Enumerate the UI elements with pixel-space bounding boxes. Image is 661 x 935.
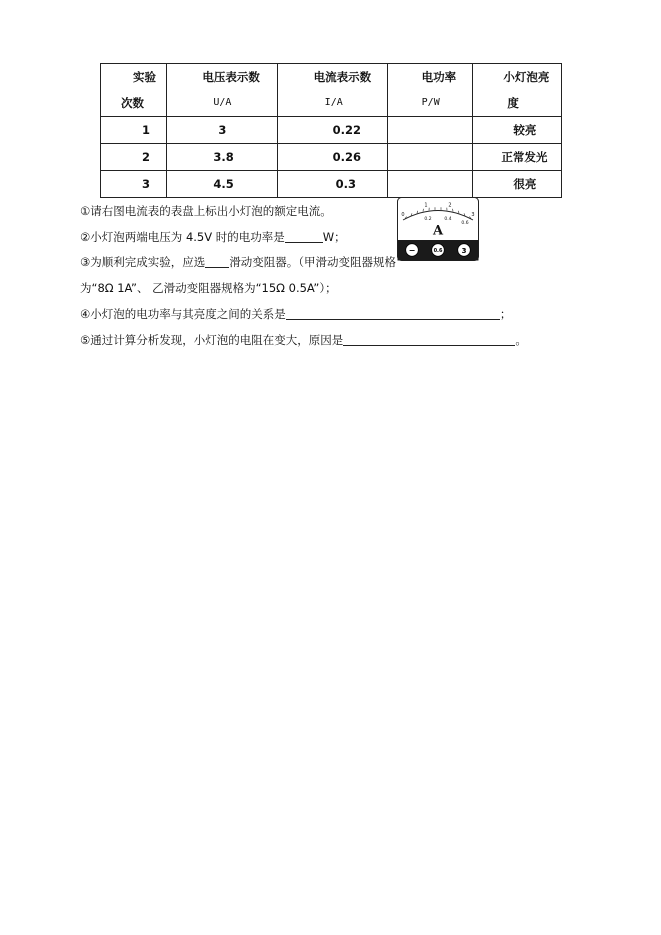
header-label: 电功率 <box>421 70 457 84</box>
ammeter-figure <box>397 197 479 261</box>
header-cell <box>387 64 473 117</box>
table-header-row <box>101 64 562 117</box>
meter-unit: A <box>432 223 444 239</box>
question-text: ②小灯泡两端电压为 4.5V 时的电功率是 <box>80 230 285 244</box>
question-5 <box>80 332 527 348</box>
question-text: ③为顺利完成实验，应选 <box>80 255 206 269</box>
question-text: ⑤通过计算分析发现，小灯泡的电阻在变大，原因是 <box>80 333 344 347</box>
current-value: 0.3 <box>277 171 387 198</box>
table-row <box>101 117 562 144</box>
table-row <box>101 171 562 198</box>
header-label: I/A <box>324 97 343 108</box>
brightness-value: 很亮 <box>473 171 562 198</box>
power-value <box>387 144 473 171</box>
header-cell <box>473 64 562 117</box>
trial-number: 3 <box>101 171 167 198</box>
scale-label: 3 <box>471 212 475 218</box>
svg-text:−: − <box>408 246 416 255</box>
question-1 <box>80 203 332 219</box>
current-value: 0.26 <box>277 144 387 171</box>
question-text: ； <box>499 307 512 321</box>
terminal-0-6 <box>432 244 445 257</box>
power-value <box>387 171 473 198</box>
header-label: 度 <box>507 96 519 110</box>
answer-blank[interactable] <box>205 255 229 268</box>
question-text: 为“8Ω 1A”、 乙滑动变阻器规格为“15Ω 0.5A”）； <box>80 281 337 295</box>
power-value <box>387 117 473 144</box>
question-4 <box>80 306 511 322</box>
header-label: 电流表示数 <box>313 70 372 84</box>
svg-text:0.6: 0.6 <box>433 248 443 254</box>
voltage-value: 3 <box>167 117 277 144</box>
terminal-negative <box>406 244 419 257</box>
answer-blank[interactable] <box>285 230 323 243</box>
trial-number: 2 <box>101 144 167 171</box>
question-text: W； <box>322 230 346 244</box>
current-value: 0.22 <box>277 117 387 144</box>
voltage-value: 4.5 <box>167 171 277 198</box>
brightness-value: 较亮 <box>473 117 562 144</box>
scale-label: 2 <box>448 202 452 209</box>
question-text: ①请右图电流表的表盘上标出小灯泡的额定电流。 <box>80 204 332 218</box>
scale-sub-label: 0.2 <box>424 217 432 222</box>
header-label: 实验 <box>133 70 156 84</box>
question-text: ④小灯泡的电功率与其亮度之间的关系是 <box>80 307 286 321</box>
question-3-continued <box>80 280 337 296</box>
scale-label: 0 <box>401 212 405 218</box>
header-cell <box>101 64 167 117</box>
data-table <box>100 63 562 198</box>
header-label: P/W <box>421 97 440 108</box>
header-label: 小灯泡亮 <box>503 70 550 84</box>
scale-sub-label: 0.4 <box>444 217 452 222</box>
header-cell <box>277 64 387 117</box>
svg-text:3: 3 <box>461 247 467 255</box>
question-text: 滑动变阻器。（甲滑动变阻器规格 <box>229 255 397 269</box>
question-3 <box>80 254 396 270</box>
header-cell <box>167 64 277 117</box>
question-text: 。 <box>515 333 527 347</box>
scale-sub-label: 0.6 <box>461 221 469 226</box>
answer-blank[interactable] <box>286 307 500 320</box>
trial-number: 1 <box>101 117 167 144</box>
table-row <box>101 144 562 171</box>
header-label: 次数 <box>121 96 144 110</box>
terminal-3 <box>458 244 471 257</box>
brightness-value: 正常发光 <box>473 144 562 171</box>
question-2 <box>80 229 346 245</box>
voltage-value: 3.8 <box>167 144 277 171</box>
answer-blank[interactable] <box>343 333 515 346</box>
scale-label: 1 <box>424 202 428 209</box>
header-label: 电压表示数 <box>202 70 260 84</box>
header-label: U/A <box>213 97 232 108</box>
